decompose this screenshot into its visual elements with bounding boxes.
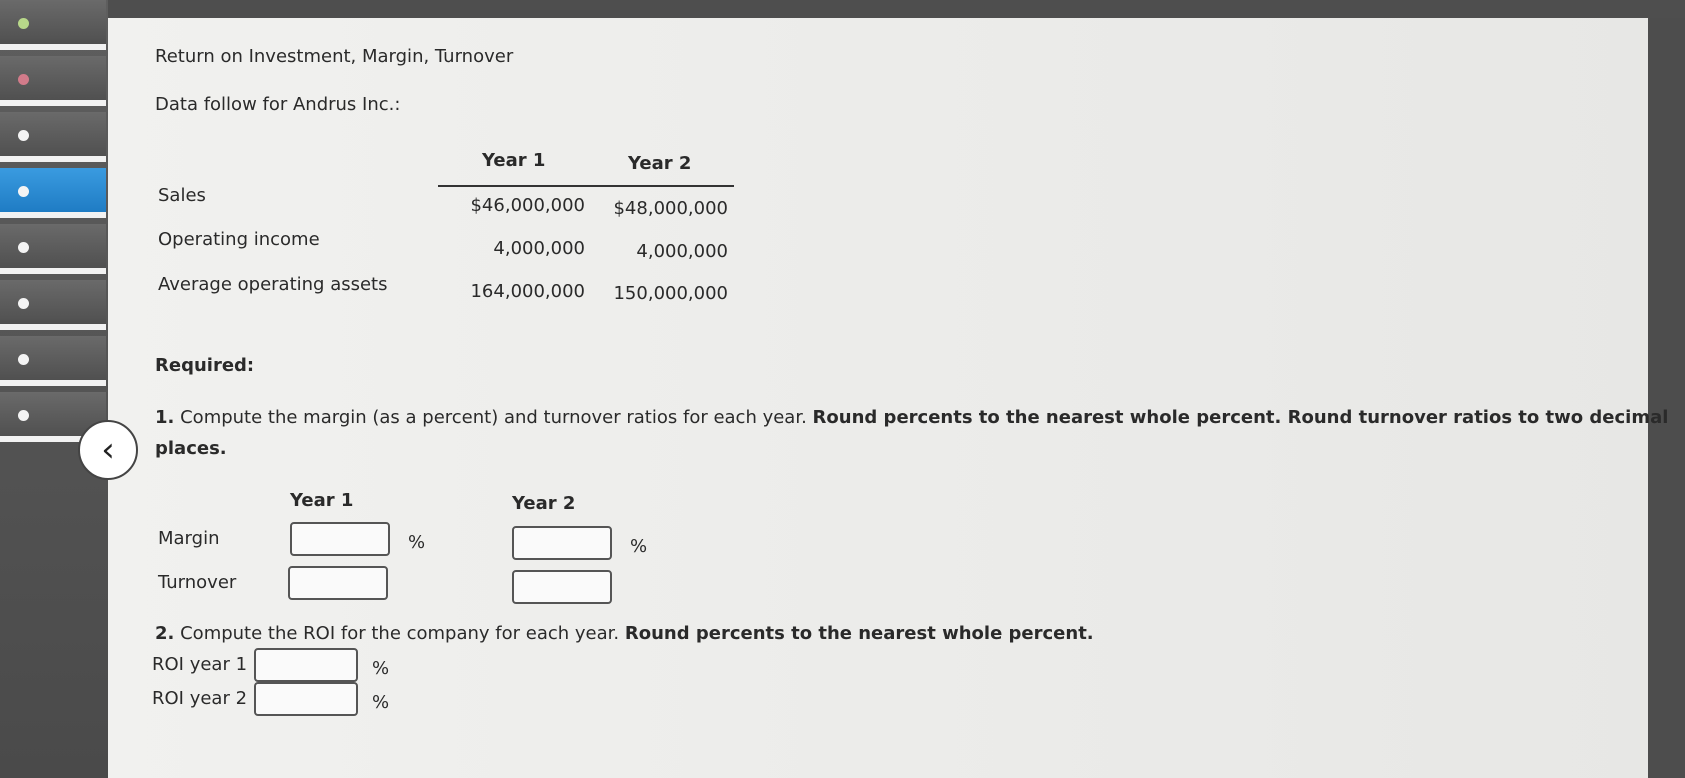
roi-year2-pct: %	[372, 692, 390, 713]
cell-sales-year2: $48,000,000	[613, 198, 728, 219]
col-header-year2: Year 2	[628, 153, 692, 174]
q2-number: 2.	[155, 623, 175, 644]
turnover-label: Turnover	[158, 572, 237, 593]
cell-assets-year1: 164,000,000	[470, 281, 585, 302]
q1-text	[155, 407, 1668, 428]
question-nav-item-3[interactable]	[0, 112, 106, 162]
right-border	[1648, 18, 1685, 778]
question-nav-item-6[interactable]	[0, 280, 106, 330]
turnover-year2-input[interactable]	[512, 570, 612, 604]
page-title: Return on Investment, Margin, Turnover	[155, 46, 514, 67]
col-header-year1: Year 1	[482, 150, 546, 171]
q2-text	[155, 623, 1094, 644]
roi-year1-input[interactable]	[254, 648, 358, 682]
margin-year2-input[interactable]	[512, 526, 612, 560]
q1-number: 1.	[155, 407, 175, 428]
top-bar	[0, 0, 1685, 18]
chevron-left-icon: ‹	[101, 430, 115, 470]
row-label-sales: Sales	[158, 185, 206, 206]
required-heading: Required:	[155, 355, 255, 376]
cell-opinc-year1: 4,000,000	[493, 238, 585, 259]
q1-col-year2: Year 2	[512, 493, 576, 514]
status-dot-icon	[18, 242, 29, 253]
q2-instruction: Compute the ROI for the company for each year.	[180, 623, 620, 644]
status-dot-icon	[18, 354, 29, 365]
q1-rounding-note-cont: places.	[155, 438, 227, 459]
turnover-year1-input[interactable]	[288, 566, 388, 600]
cell-assets-year2: 150,000,000	[613, 283, 728, 304]
status-dot-icon	[18, 130, 29, 141]
status-dot-icon	[18, 410, 29, 421]
q1-instruction: Compute the margin (as a percent) and turnover ratios for each year.	[180, 407, 807, 428]
margin-year1-input[interactable]	[290, 522, 390, 556]
question-nav-rail	[0, 0, 108, 778]
collapse-nav-button[interactable]	[78, 420, 138, 480]
q2-rounding-note: Round percents to the nearest whole percent.	[624, 623, 1094, 644]
cell-sales-year1: $46,000,000	[470, 195, 585, 216]
header-rule	[438, 185, 734, 187]
status-dot-icon	[18, 18, 29, 29]
question-nav-item-1[interactable]	[0, 0, 106, 50]
row-label-avg-assets: Average operating assets	[158, 274, 388, 295]
question-nav-item-5[interactable]	[0, 224, 106, 274]
status-dot-icon	[18, 186, 29, 197]
q1-rounding-note: Round percents to the nearest whole percent. Round turnover ratios to two decimal	[812, 407, 1669, 428]
margin-label: Margin	[158, 528, 220, 549]
row-label-operating-income: Operating income	[158, 229, 320, 250]
question-nav-item-7[interactable]	[0, 336, 106, 386]
status-dot-icon	[18, 298, 29, 309]
roi-year1-pct: %	[372, 658, 390, 679]
margin-year1-pct: %	[408, 532, 426, 553]
roi-year2-input[interactable]	[254, 682, 358, 716]
roi-year2-label: ROI year 2	[152, 688, 248, 709]
margin-year2-pct: %	[630, 536, 648, 557]
cell-opinc-year2: 4,000,000	[636, 241, 728, 262]
roi-year1-label: ROI year 1	[152, 654, 248, 675]
question-nav-item-4[interactable]	[0, 168, 106, 218]
question-nav-item-2[interactable]	[0, 56, 106, 106]
intro-text: Data follow for Andrus Inc.:	[155, 94, 401, 115]
q1-col-year1: Year 1	[290, 490, 354, 511]
error-dot-icon	[18, 74, 29, 85]
